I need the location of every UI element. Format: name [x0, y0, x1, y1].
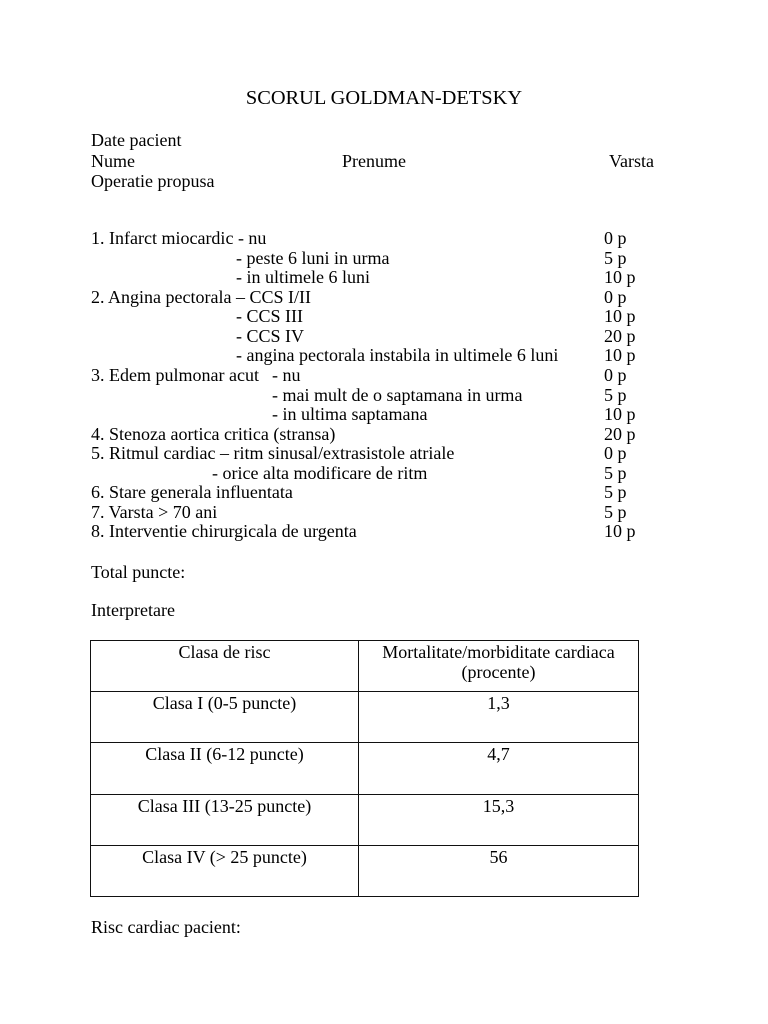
- criterion-option-label: - mai mult de o saptamana in urma: [272, 384, 523, 405]
- risk-class-cell: Clasa II (6-12 puncte): [91, 743, 359, 794]
- criterion-angina: [0, 288, 768, 308]
- interpretation-heading: Interpretare: [91, 600, 175, 620]
- table-row: [91, 743, 639, 794]
- criterion-emergency-surgery: [0, 522, 768, 542]
- age-label: Varsta: [609, 150, 654, 171]
- name-label: Nume: [91, 150, 135, 171]
- risk-class-header: Clasa de risc: [178, 642, 271, 662]
- criterion-option-row: [0, 464, 768, 484]
- criterion-points: 5 p: [604, 482, 627, 503]
- criterion-general-condition: [0, 483, 768, 503]
- risk-table: [90, 640, 639, 897]
- criterion-option-row: [0, 386, 768, 406]
- criterion-points: 5 p: [604, 462, 627, 483]
- criterion-option-label: - CCS IV: [236, 325, 305, 346]
- document-title: SCORUL GOLDMAN-DETSKY: [245, 87, 523, 109]
- table-row: [91, 692, 639, 743]
- criterion-label: 7. Varsta > 70 ani: [91, 501, 218, 522]
- criterion-option-label: - nu: [272, 365, 301, 386]
- patient-identity-row: [91, 151, 711, 172]
- criterion-option-row: [0, 327, 768, 347]
- criterion-option-label: - orice alta modificare de ritm: [212, 462, 428, 483]
- table-header-cell: [91, 641, 359, 692]
- criterion-points: 5 p: [604, 384, 627, 405]
- criterion-option-label: - CCS III: [236, 306, 303, 327]
- criterion-label: 3. Edem pulmonar acut: [91, 365, 259, 386]
- mortality-cell: 56: [359, 845, 639, 896]
- criterion-label: 6. Stare generala influentata: [91, 482, 293, 503]
- table-row: [91, 845, 639, 896]
- criterion-points: 0 p: [604, 228, 627, 249]
- criterion-aortic-stenosis: [0, 425, 768, 445]
- criteria-list: [0, 229, 768, 542]
- patient-details: [91, 130, 711, 192]
- criterion-pulmonary-edema: [0, 366, 768, 386]
- criterion-option-label: - angina pectorala instabila in ultimele 6 luni: [236, 345, 559, 366]
- criterion-option-row: [0, 268, 768, 288]
- mortality-cell: 1,3: [359, 692, 639, 743]
- criterion-option-label: - in ultimele 6 luni: [236, 267, 370, 288]
- criterion-points: 10 p: [604, 345, 636, 366]
- criterion-points: 5 p: [604, 501, 627, 522]
- criterion-option-row: [0, 307, 768, 327]
- criterion-option-row: [0, 405, 768, 425]
- risk-class-cell: Clasa III (13-25 puncte): [91, 794, 359, 845]
- criterion-age: [0, 503, 768, 523]
- criterion-label: 4. Stenoza aortica critica (stransa): [91, 423, 336, 444]
- table-row: [91, 794, 639, 845]
- mortality-header: Mortalitate/morbiditate cardiaca: [382, 642, 615, 662]
- proposed-operation-label: Operatie propusa: [91, 171, 215, 191]
- criterion-points: 0 p: [604, 365, 627, 386]
- criterion-option-label: - nu: [237, 228, 267, 249]
- criterion-label: 1. Infarct miocardic: [91, 228, 234, 249]
- table-header-row: [91, 641, 639, 692]
- criterion-myocardial-infarction: [0, 229, 768, 249]
- criterion-points: 10 p: [604, 306, 636, 327]
- criterion-points: 10 p: [604, 267, 636, 288]
- mortality-unit-header: (procente): [461, 661, 536, 682]
- first-name-label: Prenume: [342, 150, 406, 171]
- risk-class-cell: Clasa I (0-5 puncte): [91, 692, 359, 743]
- criterion-option-row: [0, 249, 768, 269]
- total-points-label: Total puncte:: [91, 562, 186, 582]
- criterion-points: 20 p: [604, 325, 636, 346]
- patient-heading: Date pacient: [91, 130, 182, 150]
- criterion-label: 2. Angina pectorala: [91, 286, 232, 307]
- criterion-points: 5 p: [604, 247, 627, 268]
- criterion-option-label: – ritm sinusal/extrasistole atriale: [219, 443, 455, 464]
- table-header-cell: [359, 641, 639, 692]
- criterion-option-label: – CCS I/II: [235, 286, 311, 307]
- criterion-points: 10 p: [604, 404, 636, 425]
- criterion-label: 5. Ritmul cardiac: [91, 443, 216, 464]
- risk-class-cell: Clasa IV (> 25 puncte): [91, 845, 359, 896]
- mortality-cell: 4,7: [359, 743, 639, 794]
- criterion-points: 20 p: [604, 423, 636, 444]
- mortality-cell: 15,3: [359, 794, 639, 845]
- criterion-points: 10 p: [604, 521, 636, 542]
- patient-cardiac-risk-label: Risc cardiac pacient:: [91, 917, 241, 937]
- criterion-option-label: - peste 6 luni in urma: [236, 247, 390, 268]
- criterion-label: 8. Interventie chirurgicala de urgenta: [91, 521, 357, 542]
- criterion-points: 0 p: [604, 286, 627, 307]
- criterion-option-row: [0, 346, 768, 366]
- criterion-option-label: - in ultima saptamana: [272, 404, 428, 425]
- criterion-cardiac-rhythm: [0, 444, 768, 464]
- criterion-points: 0 p: [604, 443, 627, 464]
